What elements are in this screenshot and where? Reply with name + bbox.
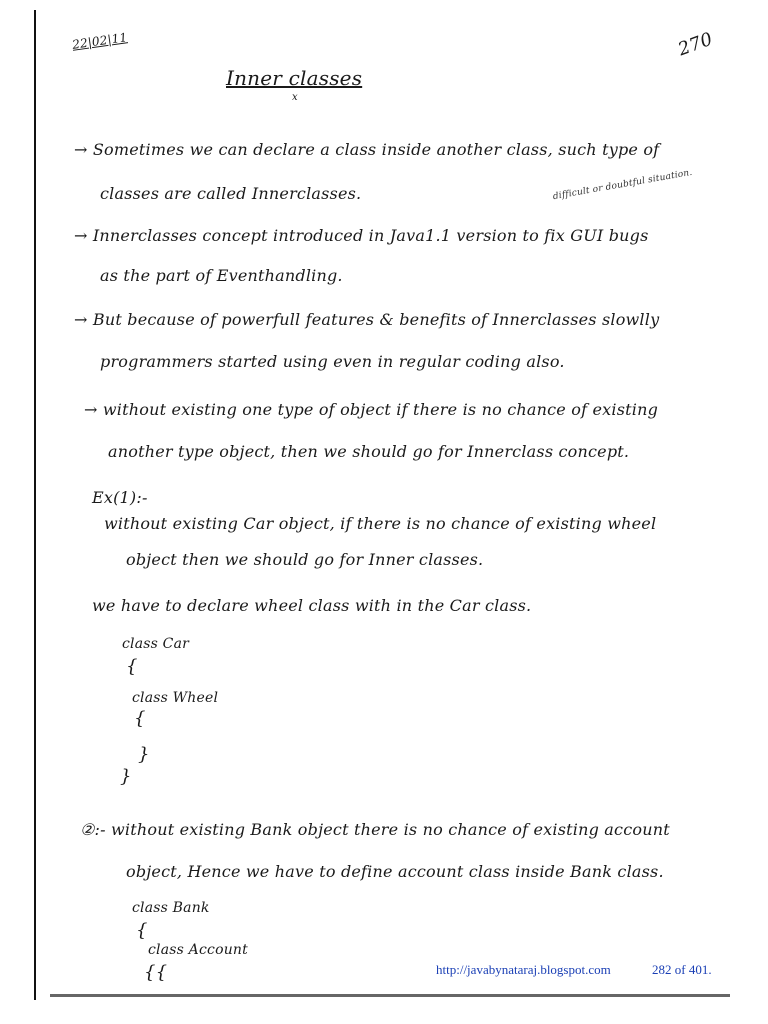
code-brace-open-2: { — [134, 708, 146, 729]
text-line-3: → Innerclasses concept introduced in Java1.1 version to fix GUI bugs — [74, 226, 649, 245]
page-title: Inner classes — [226, 66, 363, 90]
example1-line-3: we have to declare wheel class with in the Car class. — [92, 596, 532, 615]
example-heading: Ex(1):- — [92, 488, 148, 507]
code-class-wheel: class Wheel — [132, 690, 219, 706]
handwritten-page-number: 270 — [675, 28, 716, 61]
text-line-2: classes are called Innerclasses. — [100, 184, 362, 203]
code-brace-close-1: } — [120, 766, 132, 787]
text-line-1: → Sometimes we can declare a class inside another class, such type of — [74, 140, 660, 159]
text-line-4: as the part of Eventhandling. — [100, 266, 343, 285]
code-class-car: class Car — [122, 636, 190, 652]
text-line-5: → But because of powerfull features & benefits of Innerclasses slowlly — [74, 310, 660, 329]
example1-line-2: object then we should go for Inner classes. — [126, 550, 484, 569]
code-brace-open-3: { — [136, 920, 148, 941]
footer-link[interactable]: http://javabynataraj.blogspot.com — [436, 962, 611, 977]
text-line-7: → without existing one type of object if there is no chance of existing — [84, 400, 659, 419]
margin-note: difficult or doubtful situation. — [552, 167, 694, 203]
bottom-scan-edge — [50, 994, 730, 997]
footer-page-number: 282 of 401. — [652, 962, 712, 977]
text-line-8: another type object, then we should go for Innerclass concept. — [108, 442, 630, 461]
example2-line-1: ②:- without existing Bank object there is no chance of existing account — [80, 820, 670, 839]
code-brace-open-1: { — [126, 656, 138, 677]
code-class-account: class Account — [148, 942, 248, 958]
code-class-bank: class Bank — [132, 900, 210, 916]
date-stamp: 22|02|11 — [71, 30, 129, 52]
example2-line-2: object, Hence we have to define account class inside Bank class. — [126, 862, 664, 881]
title-mark: x — [292, 92, 298, 103]
code-brace-close-2: } — [138, 744, 150, 765]
example1-line-1: without existing Car object, if there is no chance of existing wheel — [104, 514, 657, 533]
code-brace-open-4: {{ — [144, 962, 168, 983]
text-line-6: programmers started using even in regular coding also. — [100, 352, 565, 371]
page-margin-line — [34, 10, 36, 1000]
